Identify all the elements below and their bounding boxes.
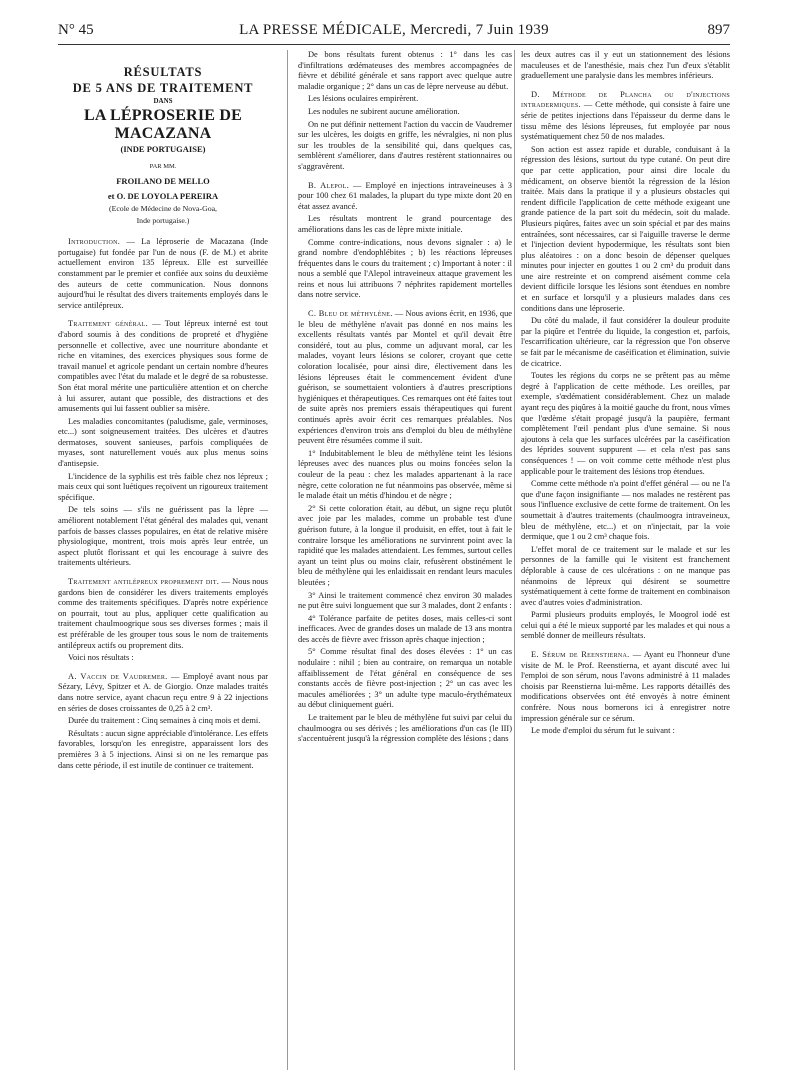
- paragraph-text: Les nodules ne subirent aucune amélioration.: [308, 106, 460, 116]
- paragraph-text: — Nous nous gardons bien de considérer les divers traitements employés comme des traitements spécifiques. D'après notre expérience on pourrait, tout au plus, appliquer cette qualification au traitement chaulmoogrique sous ses diverses formes ; mais il est préférable de les grouper tous sous le nom de traitements antilépreux actifs ou proprement dits.: [58, 577, 268, 650]
- paragraph-text: De tels soins — s'ils ne guérissent pas la lèpre — améliorent notablement l'état général des malades qui, venant parfois de basses classes populaires, en état de relative misère physiologique, montrent, trois mois après leur entrée, un aspect plutôt florissant et qui les encourage à suivre des traitements ultérieurs.: [58, 505, 268, 568]
- section-lead: E. Sérum de Reenstierna.: [531, 650, 630, 660]
- column-rule: [287, 50, 288, 1070]
- paragraph-text: Parmi plusieurs produits employés, le Moogrol iodé est celui qui a été le mieux supporté par les malades et qui nous a semblé donner de meilleurs résultats.: [521, 610, 730, 641]
- paragraph-text: 5° Comme résultat final des doses élevées : 1° un cas nodulaire : nihil ; bien au contraire, on remarqua un notable affaiblissement de l'état général en conséquence de ses constants accès de fièvre post-injection ; 2° un cas avec les macules améliorées ; 3° un adulte type maculo-érythémateux au début cliniquement guéri.: [298, 647, 512, 710]
- paragraph: [58, 577, 268, 651]
- paragraph-text: 3° Ainsi le traitement commencé chez environ 30 malades ne put être suivi longuement que sur 3 malades, dont 2 enfants :: [298, 590, 512, 611]
- paragraph-text: 2° Si cette coloration était, au début, un signe reçu plutôt avec joie par les malades, comme un probable test d'une guérison future, à la longue il produisit, en effet, tout à fait le contraire lorsque les améliorations ne survinrent point avec la rapidité que les malades attendaient. Les femmes, surtout celles ayant un teint plus ou moins clair, refusèrent obstinément le bleu de méthylène qui les enlaidissait en rendant leurs macules bleutées ;: [298, 503, 512, 587]
- paragraph-text: — La léproserie de Macazana (Inde portugaise) fut fondée par l'un de nous (F. de M.) et abrite actuellement environ 135 lépreux. Elle est surveillée constamment par le premier et confiée aux soins du deuxième des auteurs de cette communication. Nous donnons aujourd'hui le résultat des divers traitements employés dans le service antilépreux.: [58, 237, 268, 310]
- paragraph: [298, 309, 512, 447]
- paragraph: [298, 591, 512, 612]
- column-3: [521, 50, 730, 739]
- paragraph-text: Toutes les régions du corps ne se prêtent pas au même degré à l'application de cette méthode. Les oreilles, par exemple, s'œdématient considérablement. Chez un malade ayant reçu des piqûres à la moitié gauche du front, nous vîmes que l'œdème s'était propagé jusqu'à la paupière, fermant complètement l'œil pendant plus d'une semaine. Si nous ajoutons à cela que les surfaces ulcérées par la caséification des léprides souvent suppurent — et cela n'est pas sans conséquences ! — on voit comme cette méthode n'est plus applicable pour le traitement des lésions trop étendues.: [521, 371, 730, 476]
- running-header: [58, 22, 730, 45]
- paragraph: [521, 371, 730, 477]
- column-1: [58, 50, 268, 773]
- paragraph: [298, 238, 512, 302]
- paragraph-text: les deux autres cas il y eut un stationnement des lésions maculeuses et de l'anesthésie, mais chez l'un d'eux s'établit graduellement une paralysie dans les membres inférieurs.: [521, 50, 730, 81]
- column-2: [298, 50, 512, 747]
- column-1-body: [58, 237, 268, 771]
- title-line: RÉSULTATS: [123, 65, 203, 79]
- paragraph-text: Comme contre-indications, nous devons signaler : a) le grand nombre d'endophlébites ; b) les réactions lépreuses fréquentes dans le cours du traitement ; c) Important à noter : il nous a semblé que l'Alepol intraveineux attaque gravement les reins et nous lui attribuons 7 néphrites rapidement mortelles dans notre service.: [298, 237, 512, 300]
- section-lead: C. Bleu de méthylène.: [308, 309, 393, 319]
- paragraph-text: Les lésions oculaires empirèrent.: [308, 94, 419, 104]
- column-3-body: [521, 50, 730, 737]
- byline: PAR MM.: [149, 162, 177, 170]
- paragraph: [298, 94, 512, 105]
- section-lead: D. Méthode de Plancha ou d'injections intradermiques.: [521, 89, 730, 110]
- paragraph: [298, 120, 512, 173]
- paragraph: [521, 316, 730, 369]
- title-line: LA LÉPROSERIE DE MACAZANA: [84, 106, 242, 142]
- paragraph: [521, 610, 730, 642]
- paragraph: [298, 713, 512, 745]
- paragraph-text: Durée du traitement : Cinq semaines à cinq mois et demi.: [68, 716, 261, 726]
- paragraph: [58, 237, 268, 311]
- paragraph-text: — Tout lépreux interné est tout d'abord soumis à des conditions de propreté et d'hygiène personnelle et collective, avec une nourriture abondante et riche en vitamines, des exercices physiques sous forme de travail manuel et agricole pendant un certain nombre d'heures compatibles avec l'état du malade et le degré de sa robustesse. Son état moral mérite une particulière attention et on cherche à lui assurer, autant que possible, des distractions et des amusements qui lui fassent oublier sa misère.: [58, 319, 268, 414]
- paragraph: [521, 545, 730, 609]
- title-line: (INDE PORTUGAISE): [120, 143, 206, 154]
- paragraph-text: — Nous avions écrit, en 1936, que le bleu de méthylène n'avait pas donné en nos mains les excellents résultats vantés par Montel et qu'il devait être considéré, tout au plus, comme un adjuvant moral, car les malades, voyant leurs lésions se colorer, croyant que cette coloration localisée, pour ainsi dire, électivement dans les lésions lépreuses était le commencement évident d'une guérison, se soumettaient volontiers à d'autres prescriptions hygiéniques et thérapeutiques. Ces remarques ont été faites tout de suite après nos premiers essais thérapeutiques qui furent continués après avoir écrit ces remarques préalables. Nos expériences d'environ trois ans d'emploi du bleu de méthylène peuvent être résumées comme il suit.: [298, 309, 512, 446]
- paragraph: [298, 107, 512, 118]
- paragraph-text: Voici nos résultats :: [68, 653, 134, 663]
- paragraph: [521, 90, 730, 143]
- author: et O. DE LOYOLA PEREIRA: [107, 191, 219, 202]
- paragraph: [298, 449, 512, 502]
- paragraph-text: Comme cette méthode n'a point d'effet général — ou ne l'a que d'une façon insignifiante — nos malades ne restèrent pas sous l'influence exclusive de cette forme de traitement. On les soumettait à d'autres traitements (chaulmoogra intraveineux, bleu de méthylène, etc...) et on n'injectait, par la voie dermique, que 1 ou 2 cm³ chaque fois.: [521, 479, 730, 542]
- section-lead: Introduction.: [68, 237, 121, 247]
- paragraph-text: De bons résultats furent obtenus : 1° dans les cas d'infiltrations œdémateuses des membres accompagnées de fièvre et débilité générale et sans rapport avec quelque autre maladie organique ; 2° dans un cas de lèpre nerveuse au début.: [298, 50, 512, 91]
- paragraph: [298, 214, 512, 235]
- paragraph-text: Du côté du malade, il faut considérer la douleur produite par la piqûre et l'entrée du liquide, la congestion et, parfois, l'escarrification ultérieure, car la régression que l'on observe se fait par le mécanisme de caséification et élimination, suivie de cicatrice.: [521, 316, 730, 368]
- title-line: DE 5 ANS DE TRAITEMENT: [72, 81, 254, 95]
- paragraph: [298, 181, 512, 213]
- paragraph-text: 1° Indubitablement le bleu de méthylène teint les lésions lépreuses avec des nuances plus ou moins foncées selon la couleur de la peau : chez les malades appartenant à la race nègre, cette coloration ne fut néanmoins pas observée, même si le malade était un métis d'hindou et de nègre ;: [298, 448, 512, 501]
- journal-title: LA PRESSE MÉDICALE, Mercredi, 7 Juin 1939: [239, 22, 549, 38]
- paragraph-text: Les maladies concomitantes (paludisme, gale, verminoses, etc...) sont soigneusement traitées. Des ulcères et d'autres dermatoses, souvent sanieuses, parfois compliquées de myases, sont naturellement voués aux plus menus soins d'antisepsie.: [58, 416, 268, 469]
- column-rule: [514, 50, 515, 1070]
- paragraph-text: Son action est assez rapide et durable, conduisant à la régression des lésions, surtout du type cutané. On peut dire que par cette application, pour ainsi dire locale du médicament, on observe bientôt la régression de la lésion traitée. Mais dans la pratique il y a plusieurs obstacles qui rendent difficile l'application de cette méthode exigeant une grande patience de la part soit du médecin, soit du malade. Plusieurs piqûres, faites avec un soin spécial et par des mains entraînées, sont nécessaires, car si l'aiguille traverse le derme et l'injection devient hypodermique, les résultats sont bien plus aléatoires : on a donc besoin de dépenser quelques minutes pour injecter en gouttes 1 ou 2 cm³ du produit dans une aire restreinte et on comprend aisément comme cela devient difficile lorsque les lésions sont étendues en nombre et en surface et lorsqu'il y a plusieurs malades dans ces conditions dans une léproserie.: [521, 144, 730, 313]
- section-lead: A. Vaccin de Vaudremer.: [68, 671, 168, 681]
- issue-number: N° 45: [58, 22, 94, 38]
- affiliation: Inde portugaise.): [136, 215, 190, 225]
- paragraph: [298, 647, 512, 711]
- paragraph-text: L'incidence de la syphilis est très faible chez nos lépreux ; mais ceux qui sont luétiques reçoivent un rigoureux traitement spécifique.: [58, 471, 268, 502]
- section-lead: Traitement antilépreux proprement dit.: [68, 577, 220, 586]
- paragraph-text: Les résultats montrent le grand pourcentage des améliorations dans les cas de lèpre mixte initiale.: [298, 214, 512, 234]
- paragraph: [58, 505, 268, 569]
- paragraph: [298, 504, 512, 589]
- author: FROILANO DE MELLO: [116, 176, 210, 187]
- paragraph-text: On ne put définir nettement l'action du vaccin de Vaudremer sur les ulcères, les doigts en griffe, les névralgies, ni non plus sur les troubles de la sensibilité qui, dans quelques cas, semblèrent s'améliorer, dans d'autres restèrent stationnaires ou s'aggravèrent.: [298, 119, 512, 171]
- paragraph-text: — Employé en injections intraveineuses à 3 pour 100 chez 61 malades, la plupart du type mixte dont 20 en état assez avancé.: [298, 180, 512, 211]
- section-lead: Traitement général.: [68, 319, 148, 329]
- paragraph: [521, 479, 730, 543]
- paragraph: [298, 614, 512, 646]
- paragraph: [298, 50, 512, 92]
- article-title-block: [58, 64, 268, 225]
- paragraph-text: Résultats : aucun signe appréciable d'intolérance. Les effets favorables, lorsqu'on les enregistre, apparaissent lors des premières 3 à 5 injections. Ainsi si on ne les remarque pas dans cette période, il est inutile de continuer ce traitement.: [58, 728, 268, 770]
- paragraph: [521, 650, 730, 724]
- paragraph: [58, 319, 268, 414]
- paragraph: [58, 472, 268, 504]
- paragraph: [58, 729, 268, 771]
- paragraph-text: 4° Tolérance parfaite de petites doses, mais celles-ci sont inefficaces. Avec de grandes doses un malade de 13 ans montra des accès de fièvre avec frisson après chaque injection ;: [298, 613, 512, 644]
- section-lead: B. Alepol.: [308, 180, 350, 190]
- page-number: 897: [707, 22, 730, 38]
- paragraph: [521, 145, 730, 315]
- paragraph: [58, 716, 268, 727]
- column-2-body: [298, 50, 512, 745]
- paragraph: [58, 672, 268, 714]
- paragraph: [58, 417, 268, 470]
- paragraph: [521, 50, 730, 82]
- paragraph-text: — Employé avant nous par Sézary, Lévy, Spitzer et A. de Giorgio. Onze malades traités dans notre service, ayant chacun reçu entre 9 à 22 injections en séries de doses croissantes de 0,25 à 2 cm³.: [58, 671, 269, 713]
- paragraph: [521, 726, 730, 737]
- paragraph-text: L'effet moral de ce traitement sur le malade et sur les personnes de la famille qui le visitent est franchement déplorable à cause de ces ulcérations : on ne manque pas néanmoins de lépreux qui désirent se soumettre systématiquement à cette forme de traitement en combinaison avec d'autres voies d'administration.: [521, 544, 730, 607]
- paragraph-text: Le mode d'emploi du sérum fut le suivant :: [531, 726, 675, 736]
- title-line: DANS: [153, 97, 173, 105]
- affiliation: (Ecole de Médecine de Nova-Goa,: [108, 204, 218, 214]
- paragraph-text: — Cette méthode, qui consiste à faire une série de petites injections dans l'épaisseur du derme dans le tissu même des lésions lépreuses, fut employée par nous systématiquement chez 50 de nos malades.: [521, 100, 730, 142]
- paragraph-text: Le traitement par le bleu de méthylène fut suivi par celui du chaulmoogra ou ses dérivés ; les améliorations d'un cas (le III) s'accentuèrent jusqu'à la régression complète des lésions ; dans: [298, 713, 512, 744]
- paragraph: [58, 653, 268, 664]
- paragraph-text: — Ayant eu l'honneur d'une visite de M. le Prof. Reenstierna, et ayant discuté avec lui l'emploi de son sérum, nous l'avons administré à 11 malades choisis par Reenstierna lui-même. Les rapports détaillés des modifications observées ont été envoyés à notre éminent confrère. Nous nous bornerons ici à enregistrer notre impression générale sur ce sérum.: [521, 650, 730, 723]
